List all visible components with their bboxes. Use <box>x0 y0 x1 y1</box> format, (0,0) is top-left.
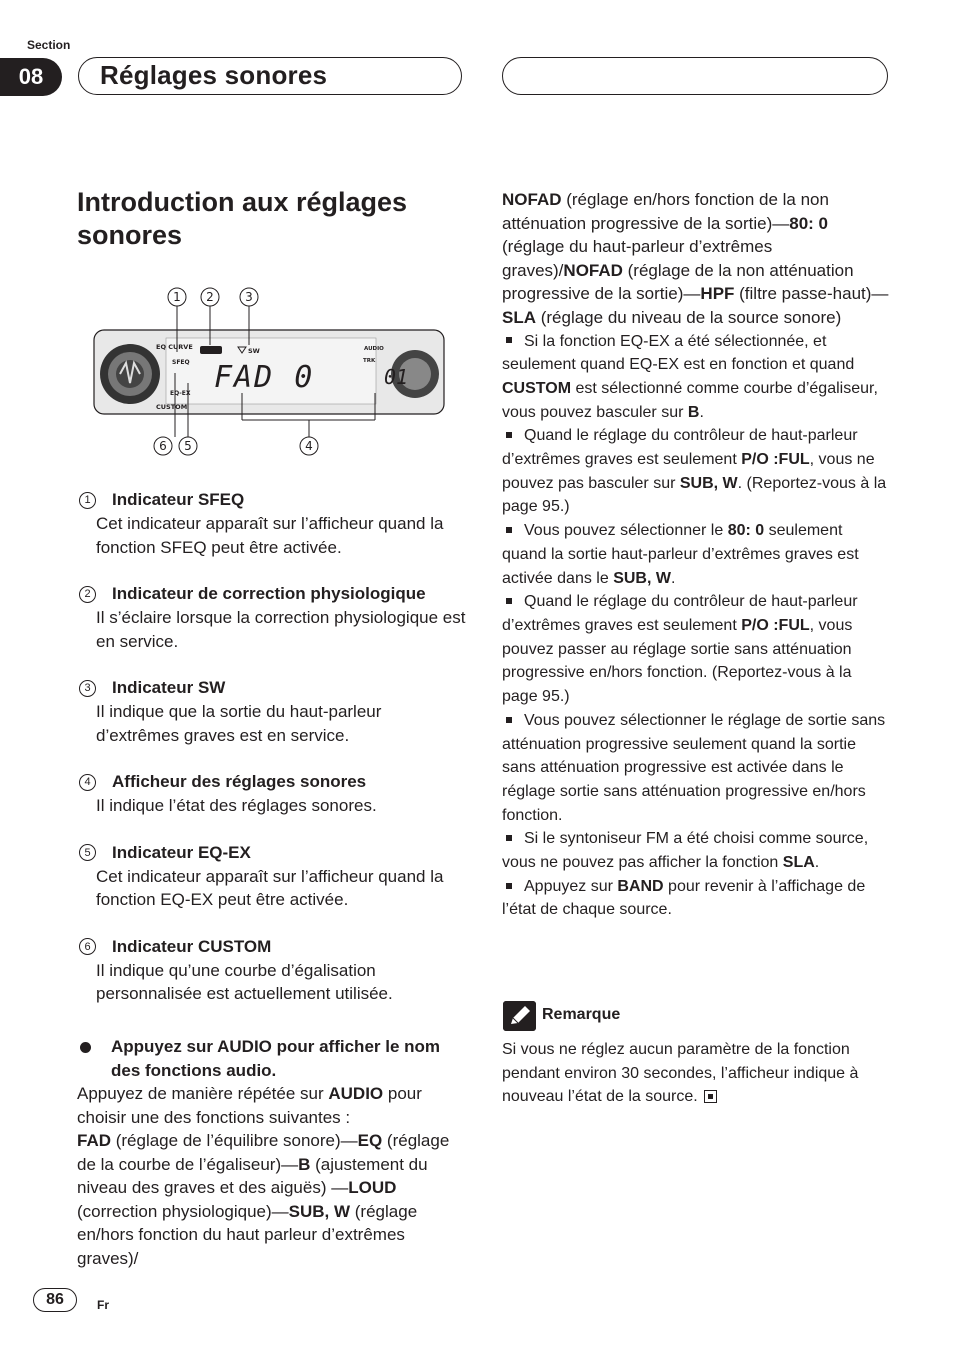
bullet-dot-icon <box>80 1042 91 1053</box>
eq-ex-label: EQ-EX <box>170 390 191 397</box>
pencil-note-icon <box>503 1001 536 1031</box>
indicator-description: Cet indicateur apparaît sur l’afficheur quand la fonction SFEQ peut être activée. <box>96 514 444 557</box>
indicator-title: Indicateur CUSTOM <box>112 936 272 956</box>
indicator-item <box>77 676 467 747</box>
indicator-item <box>77 770 467 818</box>
indicator-title: Indicateur SFEQ <box>112 490 245 509</box>
note-item: Vous pouvez sélectionner le réglage de sortie sans atténuation progressive seulement quand la sortie sans atténuation progressive est activée dans le réglage sortie sans atténuation progressive en/hors fonction. <box>502 711 886 824</box>
trk-label: TRK <box>363 358 376 364</box>
indicator-number: 3 <box>79 680 96 697</box>
indicator-description: Cet indicateur apparaît sur l’afficheur quand la fonction EQ-EX peut être activée. <box>96 866 444 909</box>
audio-label: AUDIO <box>364 346 384 352</box>
indicator-title: Indicateur SW <box>112 678 226 697</box>
indicator-description: Il indique que la sortie du haut-parleur d’extrêmes graves est en service. <box>96 702 382 745</box>
indicator-title: Afficheur des réglages sonores <box>112 772 367 791</box>
section-label: Section <box>27 38 71 52</box>
square-bullet-icon <box>506 527 512 533</box>
square-bullet-icon <box>506 883 512 889</box>
square-bullet-icon <box>506 432 512 438</box>
language-code: Fr <box>97 1298 109 1312</box>
callout-6: 6 <box>159 439 167 453</box>
callout-3: 3 <box>245 290 253 304</box>
square-bullet-icon <box>506 598 512 604</box>
indicator-description: Il indique qu’une courbe d’égalisation personnalisée est actuellement utilisée. <box>96 960 393 1003</box>
sfeq-label: SFEQ <box>172 359 190 366</box>
section-number-badge: 08 <box>0 58 62 96</box>
callout-4: 4 <box>305 439 313 453</box>
head-unit-display-diagram <box>90 283 450 463</box>
sw-label: SW <box>248 347 260 355</box>
note-item: Si le syntoniseur FM a été choisi comme source, vous ne pouvez pas afficher la fonction SLA. <box>502 830 869 872</box>
indicator-item <box>77 582 467 653</box>
indicator-description: Il s’éclaire lorsque la correction physiologique est en service. <box>96 608 466 651</box>
square-bullet-icon <box>506 337 512 343</box>
custom-label: CUSTOM <box>156 403 188 411</box>
right-column <box>502 188 890 922</box>
section-title: Réglages sonores <box>100 60 328 90</box>
procedure-continued: NOFAD (réglage en/hors fonction de la non atténuation progressive de la sortie)—80: 0 (réglage du haut-parleur d’extrêmes graves)/NOFAD (réglage de la non atténuation progressive de la sortie)—HPF (filtre passe-haut)—SLA (réglage du niveau de la source sonore) <box>502 190 889 327</box>
indicator-number: 6 <box>79 938 96 955</box>
callout-5: 5 <box>184 439 192 453</box>
indicator-description: Il indique l’état des réglages sonores. <box>96 796 377 815</box>
callout-1: 1 <box>173 290 181 304</box>
indicator-title: Indicateur de correction physiologique <box>112 584 426 603</box>
indicator-list <box>77 488 467 1029</box>
indicator-item <box>77 841 467 912</box>
square-bullet-icon <box>506 835 512 841</box>
indicator-title: Indicateur EQ-EX <box>112 842 251 862</box>
indicator-number: 5 <box>79 844 96 861</box>
procedure-block <box>77 1035 467 1270</box>
page-heading: Introduction aux réglages sonores <box>77 187 408 250</box>
remark-text: Si vous ne réglez aucun paramètre de la fonction pendant environ 30 secondes, l’afficheur indique à nouveau l’état de la source. <box>502 1041 859 1106</box>
callout-2: 2 <box>206 290 214 304</box>
eq-curve-label: EQ CURVE <box>156 343 193 351</box>
lcd-right-text: 01 <box>384 365 409 389</box>
indicator-number: 2 <box>79 586 96 603</box>
square-bullet-icon <box>506 717 512 723</box>
procedure-title: Appuyez sur AUDIO pour afficher le nom des fonctions audio. <box>77 1035 467 1082</box>
note-item: Quand le réglage du contrôleur de haut-parleur d’extrêmes graves est seulement P/O :FUL, vous ne pouvez pas basculer sur SUB, W. (Reportez-vous à la page 95.) <box>502 427 887 516</box>
procedure-body: Appuyez de manière répétée sur AUDIO pour choisir une des fonctions suivantes : FAD (réglage de l’équilibre sonore)—EQ (réglage de la courbe de l’égaliseur)—B (ajustement du niveau des graves et des aiguës) —LOUD (correction physiologique)—SUB, W (réglage en/hors fonction du haut parleur d’extrêmes graves)/ <box>77 1084 450 1268</box>
note-item: Si la fonction EQ-EX a été sélectionnée, et seulement quand EQ-EX est en fonction et quand CUSTOM est sélectionné comme courbe d’égaliseur, vous pouvez basculer sur B. <box>502 332 878 421</box>
indicator-number: 4 <box>79 774 96 791</box>
indicator-item <box>77 488 467 559</box>
lcd-main-text: FAD 0 <box>214 360 315 395</box>
end-mark-icon <box>704 1090 717 1103</box>
page-number: 86 <box>33 1288 77 1312</box>
note-item: Appuyez sur BAND pour revenir à l’affichage de l’état de chaque source. <box>502 877 866 919</box>
note-item: Quand le réglage du contrôleur de haut-parleur d’extrêmes graves est seulement P/O :FUL, vous pouvez passer au réglage sortie sans atténuation progressive en/hors fonction. (Reportez-vous à la page 95.) <box>502 593 858 706</box>
note-item: Vous pouvez sélectionner le 80: 0 seulement quand la sortie haut-parleur d’extrêmes graves est activée dans le SUB, W. <box>502 522 859 587</box>
indicator-item <box>77 935 467 1006</box>
remark-label: Remarque <box>542 1006 621 1023</box>
header-right-frame <box>502 57 888 95</box>
indicator-number: 1 <box>79 492 96 509</box>
